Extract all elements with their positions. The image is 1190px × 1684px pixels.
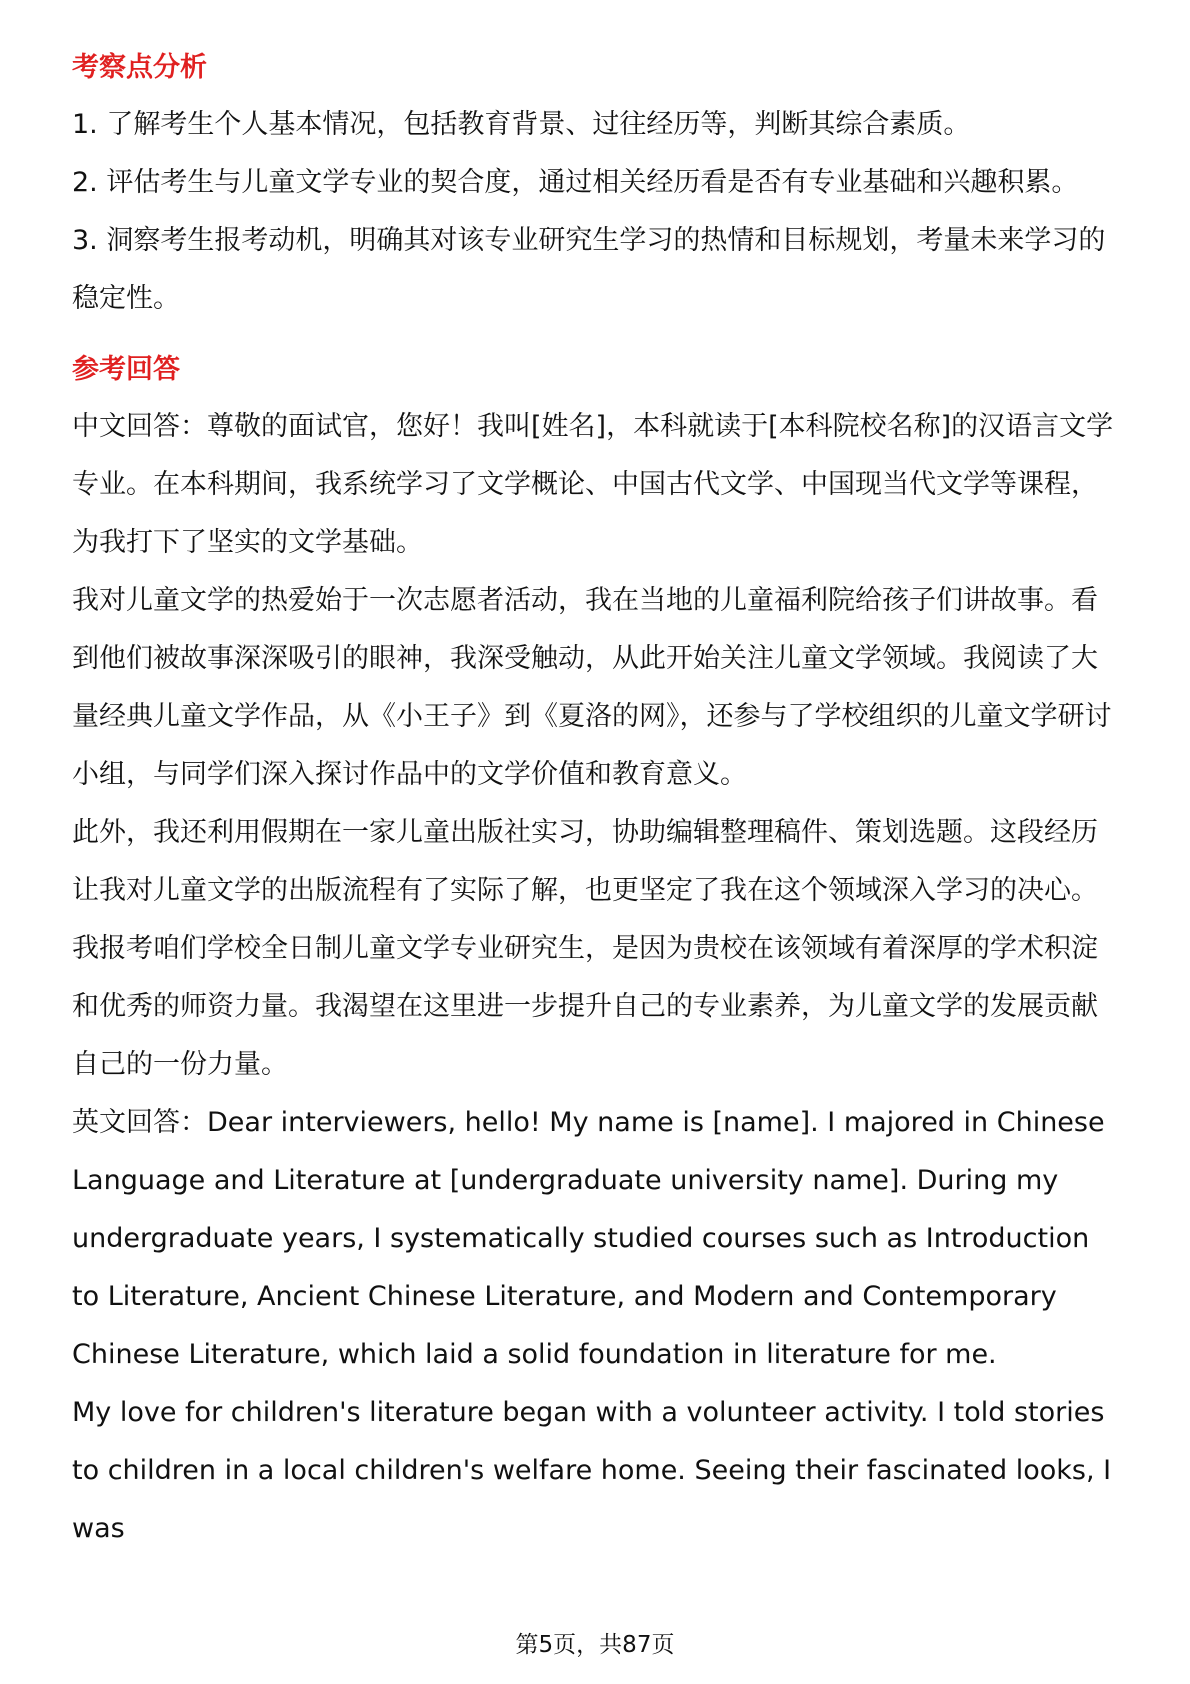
document-page — [72, 40, 1122, 1558]
analysis-point: 3. 洞察考生报考动机，明确其对该专业研究生学习的热情和目标规划，考量未来学习的稳定性。 — [72, 225, 1106, 314]
answer-paragraph: 我对儿童文学的热爱始于一次志愿者活动，我在当地的儿童福利院给孩子们讲故事。看到他们被故事深深吸引的眼神，我深受触动，从此开始关注儿童文学领域。我阅读了大量经典儿童文学作品，从《小王子》到《夏洛的网》，还参与了学校组织的儿童文学研讨小组，与同学们深入探讨作品中的文学价值和教育意义。 — [72, 585, 1112, 790]
page-number: 第5页，共87页 — [515, 1632, 675, 1658]
analysis-point: 2. 评估考生与儿童文学专业的契合度，通过相关经历看是否有专业基础和兴趣积累。 — [72, 167, 1079, 198]
analysis-heading: 考察点分析 — [72, 52, 207, 83]
answer-heading: 参考回答 — [72, 354, 180, 385]
answer-paragraph-english: My love for children's literature began with a volunteer activity. I told stories to children in a local children's welfare home. Seeing their fascinated looks, I was — [72, 1397, 1112, 1544]
answer-paragraph: 此外，我还利用假期在一家儿童出版社实习，协助编辑整理稿件、策划选题。这段经历让我对儿童文学的出版流程有了实际了解，也更坚定了我在这个领域深入学习的决心。 — [72, 817, 1098, 906]
analysis-point: 1. 了解考生个人基本情况，包括教育背景、过往经历等，判断其综合素质。 — [72, 109, 971, 140]
answer-paragraph: 中文回答：尊敬的面试官，您好！我叫[姓名]，本科就读于[本科院校名称]的汉语言文学专业。在本科期间，我系统学习了文学概论、中国古代文学、中国现当代文学等课程，为我打下了坚实的文学基础。 — [72, 411, 1114, 558]
answer-paragraph: 我报考咱们学校全日制儿童文学专业研究生，是因为贵校在该领域有着深厚的学术积淀和优秀的师资力量。我渴望在这里进一步提升自己的专业素养，为儿童文学的发展贡献自己的一份力量。 — [72, 933, 1098, 1080]
answer-paragraph-english: 英文回答：Dear interviewers, hello! My name is [name]. I majored in Chinese Language and Literature at [undergraduate university name]. During my undergraduate years, I systematically studied courses such as Introduction to Literature, Ancient Chinese Literature, and Modern and Contemporary Chinese Literature, which laid a solid foundation in literature for me. — [72, 1107, 1105, 1370]
